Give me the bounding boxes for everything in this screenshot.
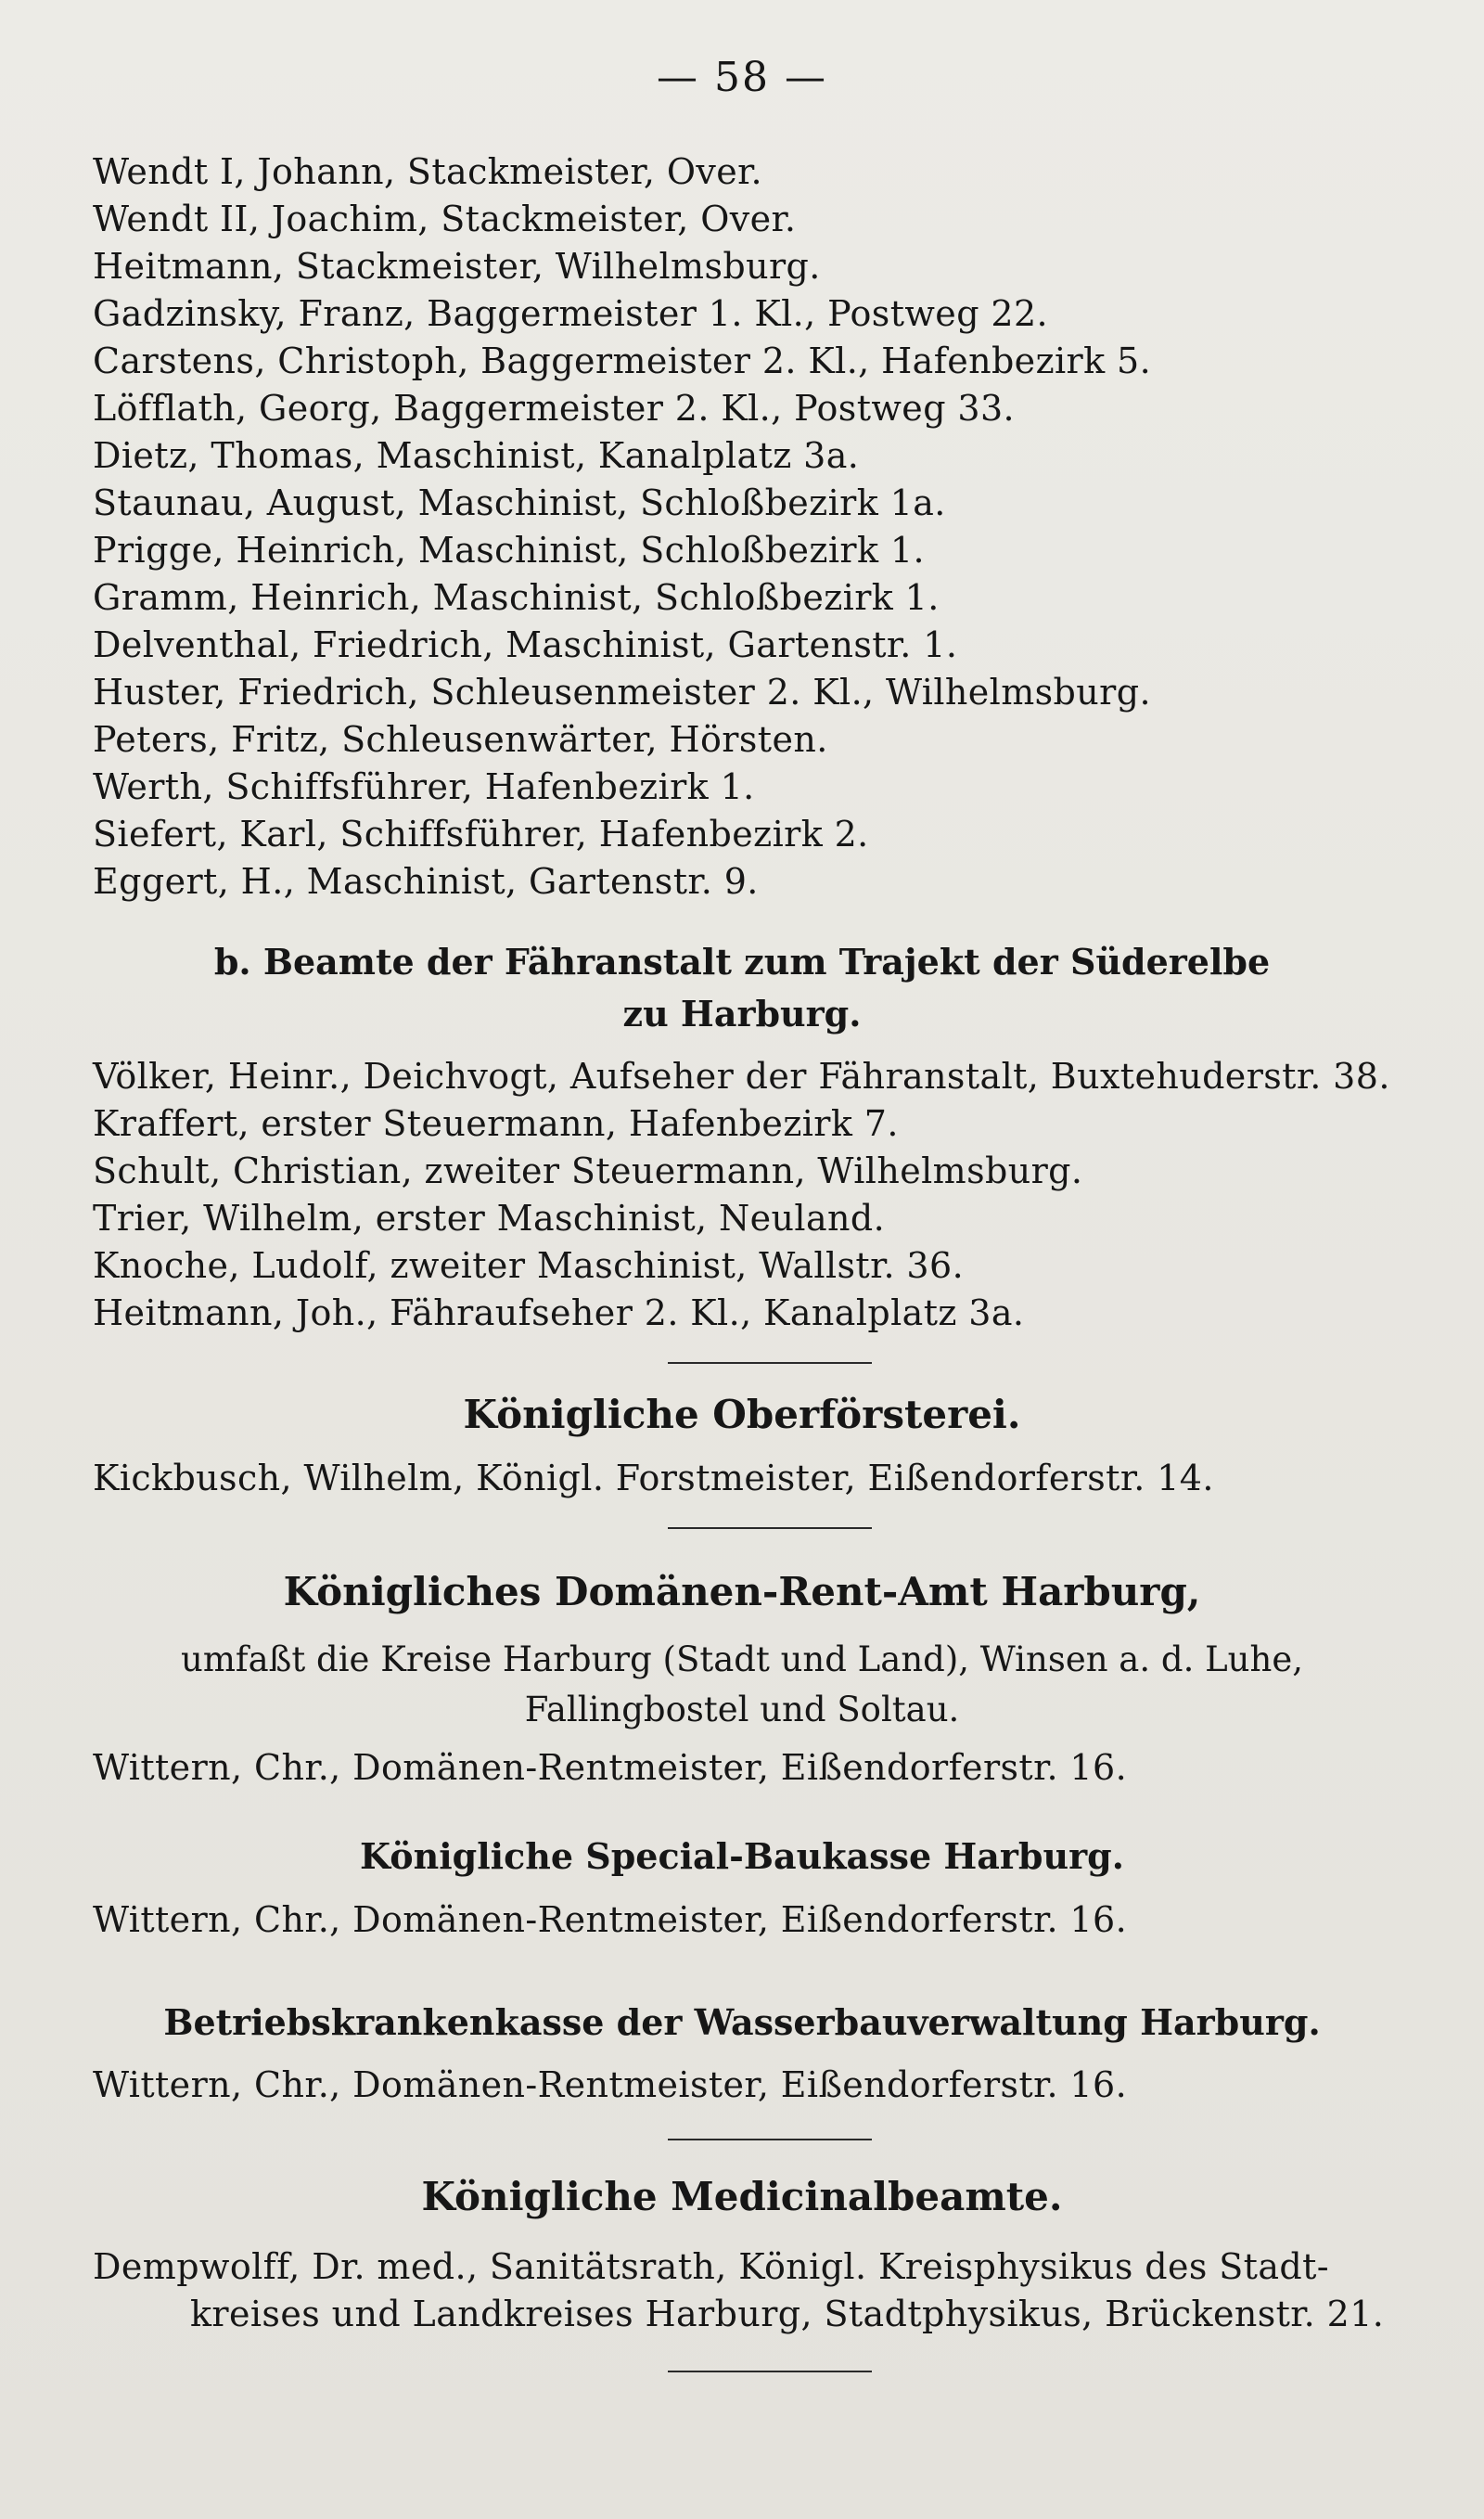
baukasse-heading: Königliche Special-Baukasse Harburg. bbox=[360, 1835, 1124, 1877]
list-item-continuation: kreises und Landkreises Harburg, Stadtphysikus, Brückenstr. 21. bbox=[190, 2294, 1385, 2334]
divider bbox=[668, 1362, 872, 1364]
list-item: Huster, Friedrich, Schleusenmeister 2. Kl., Wilhelmsburg. bbox=[93, 672, 1151, 713]
oberfoersterei-heading: Königliche Oberförsterei. bbox=[463, 1392, 1021, 1437]
list-item: Dietz, Thomas, Maschinist, Kanalplatz 3a. bbox=[93, 435, 860, 476]
oberfoersterei-list bbox=[93, 1455, 1428, 1502]
list-item: Staunau, August, Maschinist, Schloßbezirk 1a. bbox=[93, 482, 946, 523]
list-item: Knoche, Ludolf, zweiter Maschinist, Wallstr. 36. bbox=[93, 1245, 965, 1286]
list-item: Wendt I, Johann, Stackmeister, Over. bbox=[93, 151, 763, 192]
list-item: Löfflath, Georg, Baggermeister 2. Kl., Postweg 33. bbox=[93, 388, 1016, 429]
section-b-heading: b. Beamte der Fähranstalt zum Trajekt der Süderelbe bbox=[213, 941, 1271, 983]
list-item: Schult, Christian, zweiter Steuermann, Wilhelmsburg. bbox=[93, 1150, 1083, 1191]
list-item: Werth, Schiffsführer, Hafenbezirk 1. bbox=[93, 766, 755, 807]
list-item: Prigge, Heinrich, Maschinist, Schloßbezirk 1. bbox=[93, 530, 925, 571]
list-item: Delventhal, Friedrich, Maschinist, Gartenstr. 1. bbox=[93, 624, 958, 665]
krankenkasse-list bbox=[93, 2062, 1428, 2109]
domaenen-description-line2: Fallingbostel und Soltau. bbox=[524, 1690, 960, 1729]
list-item: Völker, Heinr., Deichvogt, Aufseher der Fähranstalt, Buxtehuderstr. 38. bbox=[93, 1056, 1390, 1097]
baukasse-list bbox=[93, 1896, 1428, 1944]
section-a-list bbox=[93, 148, 1428, 906]
list-item: Carstens, Christoph, Baggermeister 2. Kl., Hafenbezirk 5. bbox=[93, 341, 1152, 381]
list-item: Wittern, Chr., Domänen-Rentmeister, Eißendorferstr. 16. bbox=[93, 1899, 1128, 1940]
medicinal-heading: Königliche Medicinalbeamte. bbox=[421, 2174, 1063, 2219]
list-item: Heitmann, Stackmeister, Wilhelmsburg. bbox=[93, 246, 821, 287]
divider bbox=[668, 1527, 872, 1529]
list-item: Wittern, Chr., Domänen-Rentmeister, Eißendorferstr. 16. bbox=[93, 1747, 1128, 1788]
list-item: Trier, Wilhelm, erster Maschinist, Neuland. bbox=[93, 1198, 886, 1239]
medicinal-list bbox=[93, 2243, 1428, 2338]
list-item: Dempwolff, Dr. med., Sanitätsrath, Königl. Kreisphysikus des Stadt- bbox=[93, 2246, 1330, 2287]
divider bbox=[668, 2139, 872, 2140]
section-b-heading-line2: zu Harburg. bbox=[622, 993, 862, 1035]
krankenkasse-heading: Betriebskrankenkasse der Wasserbauverwaltung Harburg. bbox=[163, 2001, 1321, 2043]
list-item: Gramm, Heinrich, Maschinist, Schloßbezirk 1. bbox=[93, 577, 940, 618]
list-item: Heitmann, Joh., Fähraufseher 2. Kl., Kanalplatz 3a. bbox=[93, 1292, 1025, 1333]
list-item: Eggert, H., Maschinist, Gartenstr. 9. bbox=[93, 861, 759, 902]
list-item: Peters, Fritz, Schleusenwärter, Hörsten. bbox=[93, 719, 828, 760]
divider bbox=[668, 2371, 872, 2372]
domaenen-description: umfaßt die Kreise Harburg (Stadt und Land), Winsen a. d. Luhe, bbox=[181, 1639, 1303, 1679]
domaenen-list bbox=[93, 1744, 1428, 1792]
list-item: Gadzinsky, Franz, Baggermeister 1. Kl., Postweg 22. bbox=[93, 293, 1049, 334]
page-number: — 58 — bbox=[657, 54, 827, 101]
list-item: Kickbusch, Wilhelm, Königl. Forstmeister, Eißendorferstr. 14. bbox=[93, 1458, 1214, 1498]
list-item: Siefert, Karl, Schiffsführer, Hafenbezirk 2. bbox=[93, 814, 869, 855]
domaenen-heading: Königliches Domänen-Rent-Amt Harburg, bbox=[283, 1569, 1201, 1614]
list-item: Kraffert, erster Steuermann, Hafenbezirk 7. bbox=[93, 1103, 899, 1144]
section-b-list bbox=[93, 1053, 1428, 1337]
list-item: Wendt II, Joachim, Stackmeister, Over. bbox=[93, 199, 797, 239]
list-item: Wittern, Chr., Domänen-Rentmeister, Eißendorferstr. 16. bbox=[93, 2064, 1128, 2105]
